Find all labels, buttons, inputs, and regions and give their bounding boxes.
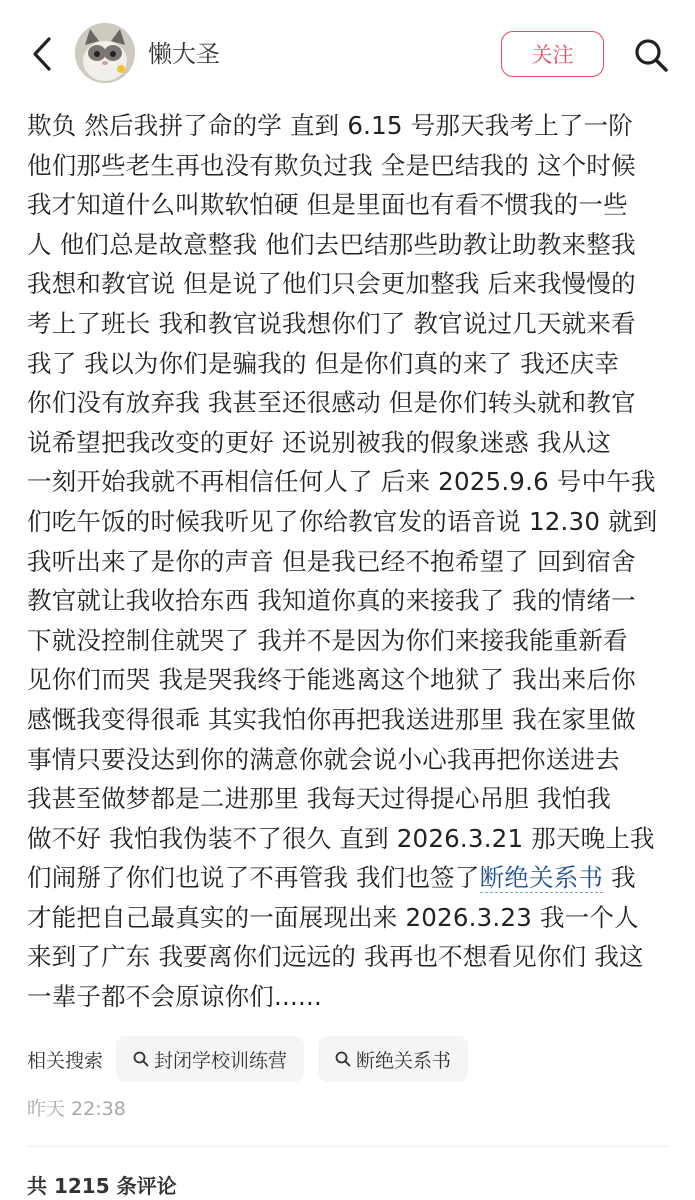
post-line-with-link (27, 858, 675, 898)
search-icon (335, 1051, 351, 1067)
search-icon (633, 37, 669, 73)
search-button[interactable] (628, 32, 674, 78)
topic-link[interactable]: 断绝关系书 (479, 863, 604, 893)
post-line: 教官就让我收拾东西 我知道你真的来接我了 我的情绪一 (27, 586, 636, 616)
post-line-text: 们闹掰了你们也说了不再管我 我们也签了 (27, 863, 480, 893)
chip-label: 封闭学校训练营 (154, 1049, 288, 1072)
back-button[interactable] (22, 32, 62, 76)
follow-button[interactable]: 关注 (501, 31, 604, 77)
comments-count: 共 1215 条评论 (27, 1174, 177, 1198)
post-line: 感慨我变得很乖 其实我怕你再把我送进那里 我在家里做 (27, 704, 636, 734)
post-content (27, 106, 675, 1017)
post-line: 我想和教官说 但是说了他们只会更加整我 后来我慢慢的 (27, 269, 636, 299)
post-line: 一辈子都不会原谅你们...... (27, 982, 322, 1012)
post-line: 才能把自己最真实的一面展现出来 2026.3.23 我一个人 (27, 902, 639, 932)
post-line: 事情只要没达到你的满意你就会说小心我再把你送进去 (27, 744, 620, 774)
post-timestamp: 昨天 22:38 (27, 1098, 126, 1120)
chevron-left-icon (30, 36, 54, 72)
post-line: 欺负 然后我拼了命的学 直到 6.15 号那天我考上了一阶 (27, 111, 633, 140)
top-bar (0, 0, 695, 104)
post-line: 们吃午饭的时候我听见了你给教官发的语音说 12.30 就到 (27, 506, 658, 536)
post-line: 做不好 我怕我伪装不了很久 直到 2026.3.21 那天晚上我 (27, 823, 655, 853)
related-search-chip[interactable] (318, 1036, 468, 1082)
related-search-chip[interactable] (116, 1036, 304, 1082)
post-line: 他们那些老生再也没有欺负过我 全是巴结我的 这个时候 (27, 150, 636, 180)
post-line: 我了 我以为你们是骗我的 但是你们真的来了 我还庆幸 (27, 348, 620, 378)
post-line: 下就没控制住就哭了 我并不是因为你们来接我能重新看 (27, 625, 628, 655)
avatar[interactable] (75, 23, 135, 83)
post-line: 我才知道什么叫欺软怕硬 但是里面也有看不惯我的一些 (27, 190, 628, 220)
divider (27, 1146, 669, 1147)
post-line: 你们没有放弃我 我甚至还很感动 但是你们转头就和教官 (27, 388, 636, 418)
post-line: 人 他们总是故意整我 他们去巴结那些助教让助教来整我 (27, 229, 636, 259)
related-searches-label: 相关搜索 (27, 1049, 104, 1072)
post-line-text: 我 (603, 863, 636, 893)
post-line: 考上了班长 我和教官说我想你们了 教官说过几天就来看 (27, 308, 636, 338)
post-line: 一刻开始我就不再相信任何人了 后来 2025.9.6 号中午我 (27, 467, 656, 497)
post-line: 说希望把我改变的更好 还说别被我的假象迷惑 我从这 (27, 427, 612, 457)
cat-avatar-icon (75, 23, 135, 83)
related-searches (27, 1036, 482, 1082)
search-icon (133, 1051, 149, 1067)
chip-label: 断绝关系书 (356, 1049, 452, 1072)
post-line: 来到了广东 我要离你们远远的 我再也不想看见你们 我这 (27, 942, 644, 972)
username[interactable]: 懒大圣 (148, 40, 220, 68)
post-line: 我听出来了是你的声音 但是我已经不抱希望了 回到宿舍 (27, 546, 636, 576)
post-line: 见你们而哭 我是哭我终于能逃离这个地狱了 我出来后你 (27, 665, 636, 695)
post-line: 我甚至做梦都是二进那里 我每天过得提心吊胆 我怕我 (27, 784, 612, 814)
